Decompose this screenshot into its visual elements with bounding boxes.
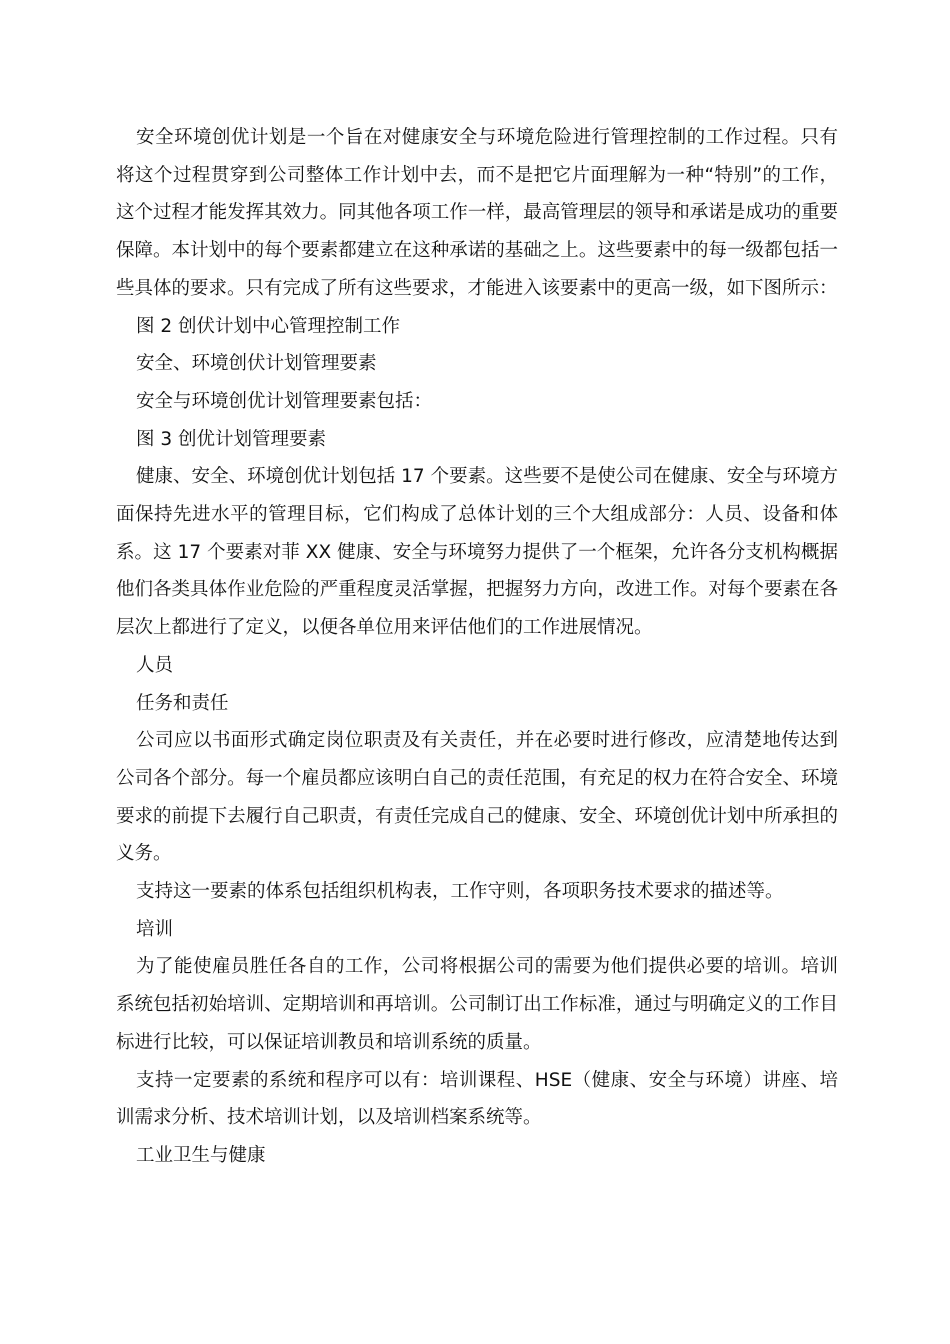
- document-body: [116, 119, 838, 1175]
- paragraph-job-responsibilities: 公司应以书面形式确定岗位职责及有关责任，并在必要时进行修改，应清楚地传达到公司各个部分。每一个雇员都应该明白自己的责任范围，有充足的权力在符合安全、环境要求的前提下去履行自己职责，有责任完成自己的健康、安全、环境创优计划中所承担的义务。: [116, 730, 838, 865]
- figure-3-caption: 图 3 创优计划管理要素: [136, 428, 327, 450]
- paragraph-training-programs: 支持一定要素的系统和程序可以有：培训课程、HSE（健康、安全与环境）讲座、培训需求分析、技术培训计划，以及培训档案系统等。: [116, 1069, 838, 1129]
- paragraph-supporting-systems: 支持这一要素的体系包括组织机构表，工作守则，各项职务技术要求的描述等。: [136, 881, 784, 903]
- paragraph-elements-include: 安全与环境创优计划管理要素包括：: [136, 390, 433, 412]
- figure-2-caption: 图 2 创伏计划中心管理控制工作: [136, 315, 401, 337]
- paragraph-17-elements: 健康、安全、环境创优计划包括 17 个要素。这些要不是使公司在健康、安全与环境方面保持先进水平的管理目标，它们构成了总体计划的三个大组成部分：人员、设备和体系。这 17 个要素对菲 XX 健康、安全与环境努力提供了一个框架，允许各分支机构概据他们各类具体作业危险的严重程度灵活掌握，把握努力方向，改进工作。对每个要素在各层次上都进行了定义，以便各单位用来评估他们的工作进展情况。: [116, 466, 838, 639]
- section-heading-management-elements: 安全、环境创伏计划管理要素: [136, 353, 377, 375]
- subheading-tasks-responsibilities: 任务和责任: [136, 692, 229, 714]
- subheading-industrial-hygiene-health: 工业卫生与健康: [136, 1144, 266, 1166]
- section-heading-personnel: 人员: [136, 654, 174, 676]
- subheading-training: 培训: [136, 918, 174, 940]
- paragraph-intro: 安全环境创优计划是一个旨在对健康安全与环境危险进行管理控制的工作过程。只有将这个过程贯穿到公司整体工作计划中去，而不是把它片面理解为一种“特别”的工作，这个过程才能发挥其效力。同其他各项工作一样，最高管理层的领导和承诺是成功的重要保障。本计划中的每个要素都建立在这种承诺的基础之上。这些要素中的每一级都包括一些具体的要求。只有完成了所有这些要求，才能进入该要素中的更高一级，如下图所示：: [116, 127, 838, 299]
- paragraph-training-system: 为了能使雇员胜任各自的工作，公司将根据公司的需要为他们提供必要的培训。培训系统包括初始培训、定期培训和再培训。公司制订出工作标准，通过与明确定义的工作目标进行比较，可以保证培训教员和培训系统的质量。: [116, 956, 838, 1053]
